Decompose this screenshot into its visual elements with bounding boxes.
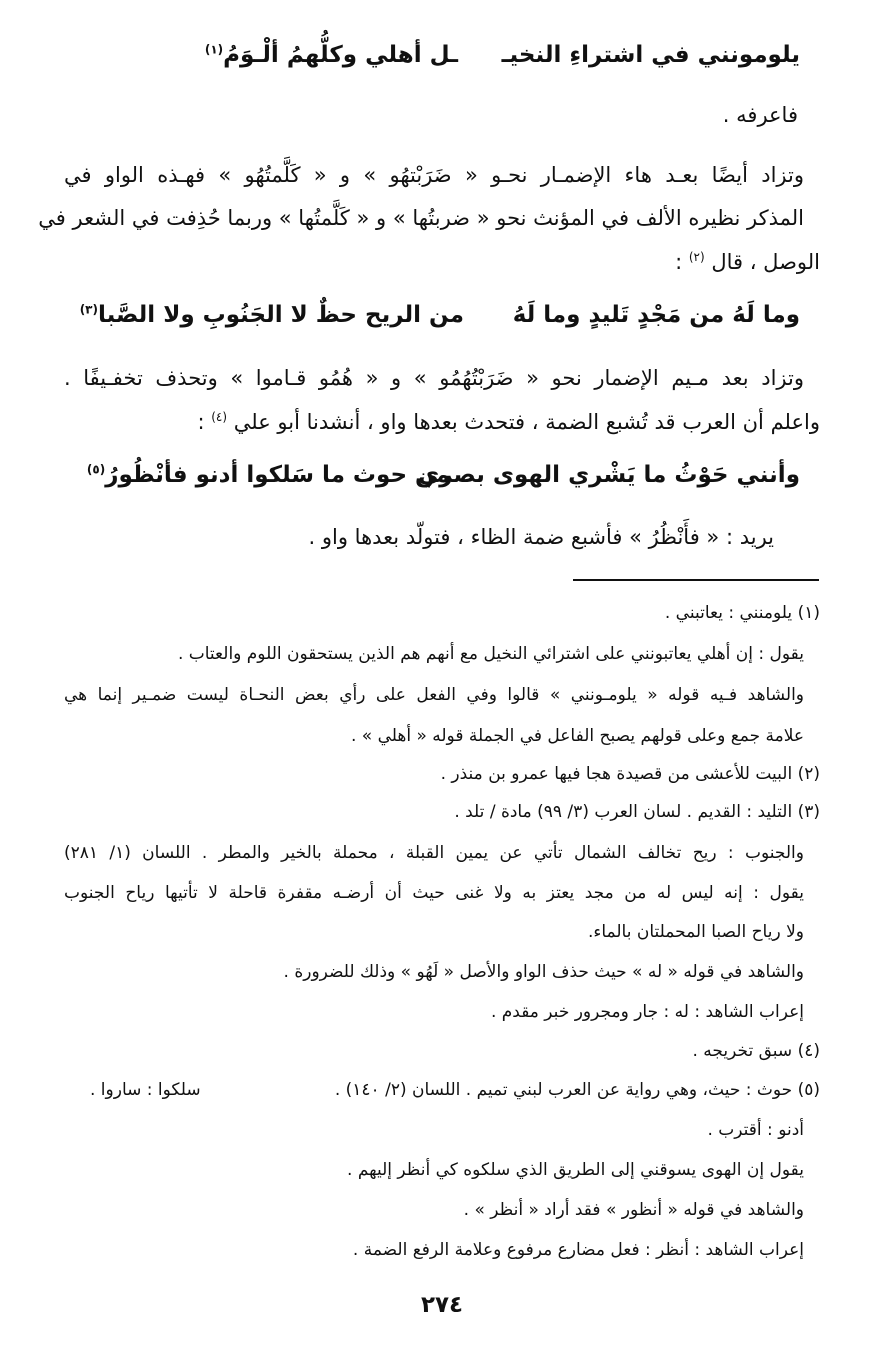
footnote-5-line-1-part-b <box>90 1080 201 1100</box>
main2-line-1 <box>64 366 804 390</box>
footnote-1-line-3 <box>64 685 804 705</box>
footnote-3-line-2-text: والجنوب : ريح تخالف الشمال تأتي عن يمين القبلة ، محملة بالخير والمطر . اللسان (١/ ٢٨١) <box>64 843 804 863</box>
footnote-ref-3: (٣) <box>79 302 98 317</box>
footnote-5-line-1-part-a <box>335 1080 820 1100</box>
verse-2-left-hemistich <box>79 302 464 328</box>
main-line-3 <box>38 206 804 230</box>
verse-3-left-hemistich <box>86 462 450 488</box>
footnote-3-line-3 <box>64 883 804 903</box>
footnote-ref-1: (١) <box>204 42 224 57</box>
footnote-ref-2: (٢) <box>688 250 705 264</box>
footnote-separator <box>573 579 819 581</box>
main2-line-2-text: واعلم أن العرب قد تُشبع الضمة ، فتحدث بعدها واو ، أنشدنا أبو علي <box>233 410 820 434</box>
footnote-3-line-4 <box>588 922 804 942</box>
main-line-2-text: وتزاد أيضًا بعـد هاء الإضمـار نحـو « ضَرَبْتهُو » و « كَلَّمتُهُو » فهـذه الواو في <box>64 163 804 187</box>
footnote-1-line-4-text: علامة جمع وعلى قولهم يصبح الفاعل في الجملة قوله « أهلي » . <box>350 726 804 746</box>
footnote-1-line-2-text: يقول : إن أهلي يعاتبونني على اشترائي النخيل مع أنهم هم الذين يستحقون اللوم والعتاب . <box>177 644 804 664</box>
footnote-5-line-3-text: يقول إن الهوى يسوقني إلى الطريق الذي سلكوه كي أنظر إليهم . <box>347 1160 804 1180</box>
footnote-5-line-2-text: أدنو : أقترب . <box>707 1120 804 1140</box>
footnote-3-line-1 <box>454 802 820 822</box>
footnote-5-line-1b-text: سلكوا : ساروا . <box>90 1080 201 1100</box>
footnote-1-line-1 <box>665 603 820 623</box>
main2-line-2 <box>197 410 820 434</box>
footnote-3-line-6 <box>491 1002 804 1022</box>
verse-1-right-text: يلومونني في اشتراءِ النخيـ <box>501 42 800 68</box>
footnote-5-line-2 <box>707 1120 804 1140</box>
verse-2-left-text: من الريح حظٌ لا الجَنُوبِ ولا الصَّبا <box>97 302 464 328</box>
footnote-3-line-5-text: والشاهد في قوله « له » حيث حذف الواو والأصل « لَهُو » وذلك للضرورة . <box>283 962 804 982</box>
main-line-1 <box>723 103 798 127</box>
footnote-ref-5: (٥) <box>86 462 106 477</box>
main2-line-2-colon: : <box>197 410 205 434</box>
verse-1-left-text: ـل أهلي وكلُّهمُ ألْـوَمُ <box>223 42 458 68</box>
footnote-1-line-4 <box>351 726 804 746</box>
footnote-3-line-4-text: ولا رياح الصبا المحملتان بالماء. <box>587 922 804 942</box>
footnote-4-line-1-text: (٤) سبق تخريجه . <box>692 1041 820 1061</box>
main3-line-1-text: يريد : « فأَنْظُرُ » فأشبع ضمة الظاء ، فتولّد بعدها واو . <box>308 525 774 549</box>
verse-1-right-hemistich <box>500 42 800 68</box>
footnote-5-line-1a-text: (٥) حوث : حيث، وهي رواية عن العرب لبني تميم . اللسان (٢/ ١٤٠) . <box>334 1080 820 1100</box>
footnote-1-line-3-text: والشاهد فـيه قوله « يلومـونني » قالوا وفي الفعل على رأي بعض النحـاة ليست ضمـير إنما هي <box>64 685 804 705</box>
main-line-3-text: المذكر نظيره الألف في المؤنث نحو « ضربتُها » و « كَلَّمتُها » وربما حُذِفت في الشعر في <box>38 206 804 230</box>
footnote-3-line-5 <box>284 962 804 982</box>
footnote-5-line-5-text: إعراب الشاهد : أنظر : فعل مضارع مرفوع وعلامة الرفع الضمة . <box>352 1240 804 1260</box>
footnote-3-line-1-text: (٣) التليد : القديم . لسان العرب (٣/ ٩٩) مادة / تلد . <box>454 802 820 822</box>
footnote-5-line-4 <box>464 1200 804 1220</box>
main-line-4-colon: : <box>675 250 683 274</box>
footnote-5-line-4-text: والشاهد في قوله « أنظور » فقد أراد « أنظر » . <box>463 1200 804 1220</box>
footnote-3-line-2 <box>64 843 804 863</box>
page-number: ٢٧٤ <box>420 1292 464 1318</box>
verse-2-right-hemistich <box>500 302 800 328</box>
footnote-4-line-1 <box>693 1041 821 1061</box>
main-line-1-text: فاعرفه . <box>722 103 798 127</box>
footnote-3-line-6-text: إعراب الشاهد : له : جار ومجرور خبر مقدم . <box>490 1002 804 1022</box>
footnote-1-line-2 <box>178 644 804 664</box>
verse-3-left-text: من حوث ما سَلكوا أدنو فأنْظُورُ <box>105 462 450 488</box>
verse-2-right-text: وما لَهُ من مَجْدٍ تَليدٍ وما لَهُ <box>512 302 800 328</box>
main-line-4 <box>675 250 820 274</box>
footnote-5-line-3 <box>347 1160 804 1180</box>
main2-line-1-text: وتزاد بعد مـيم الإضمار نحو « ضَرَبْتُهُمُو » و « هُمُو قـاموا » وتحذف تخفـيفًا . <box>64 366 804 390</box>
main-line-4-text: الوصل ، قال <box>711 250 820 274</box>
footnote-5-line-5 <box>353 1240 804 1260</box>
verse-3-right-hemistich <box>418 462 800 488</box>
verse-1-left-hemistich <box>158 42 458 68</box>
footnote-1-line-1-text: (١) يلومنني : يعاتبني . <box>664 603 820 623</box>
verse-3-right-text: وأنني حَوْثُ ما يَشْري الهوى بصري <box>418 462 800 488</box>
footnote-2-line-1-text: (٢) البيت للأعشى من قصيدة هجا فيها عمرو بن منذر . <box>440 764 820 784</box>
footnote-3-line-3-text: يقول : إنه ليس له من مجد يعتز به ولا غنى حيث أن أرضـه مقفرة قاحلة لا تأتيها رياح الجنوب <box>64 883 804 903</box>
footnote-ref-4: (٤) <box>211 410 228 424</box>
footnote-2-line-1 <box>441 764 820 784</box>
main3-line-1 <box>309 525 774 549</box>
main-line-2 <box>64 163 804 187</box>
